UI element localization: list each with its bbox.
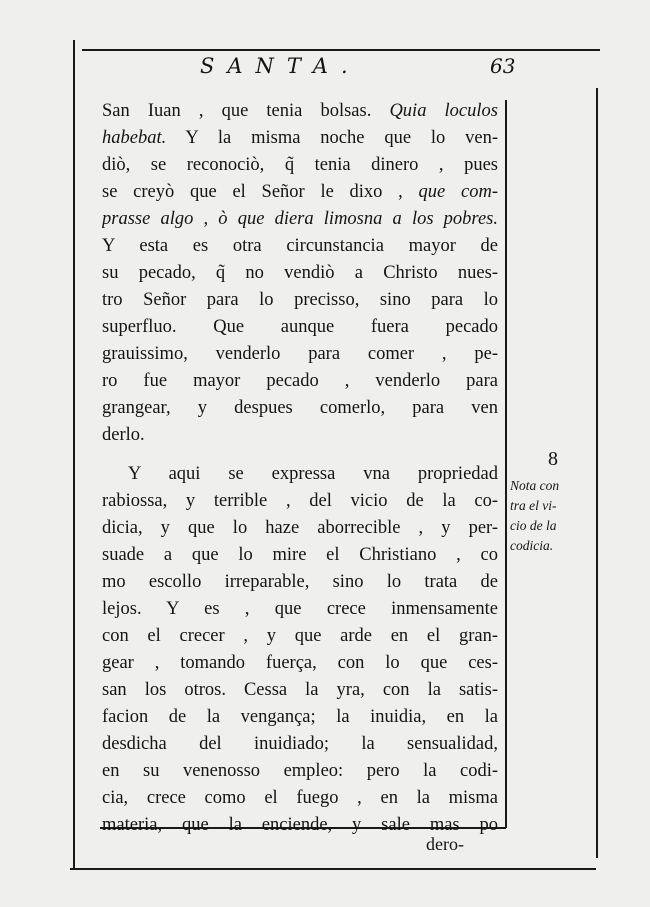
text-line	[102, 98, 498, 125]
text-line	[102, 179, 498, 206]
text-segment: desdicha del inuidiado; la sensualidad,	[102, 734, 498, 754]
text-line	[102, 785, 498, 812]
catchword: dero-	[426, 834, 464, 854]
text-segment: lejos. Y es , que crece inmensamente	[102, 599, 498, 619]
margin-note-number: 8	[548, 448, 558, 470]
margin-note-line: tra el vi-	[510, 498, 557, 513]
text-segment: San Iuan , que tenia bolsas.	[102, 101, 390, 121]
text-line	[102, 422, 498, 449]
page-number: 63	[490, 54, 516, 78]
text-segment: gear , tomando fuerça, con lo que ces-	[102, 653, 498, 673]
text-segment: Y esta es otra circunstancia mayor de	[102, 236, 498, 256]
text-segment: con el crecer , y que arde en el gran-	[102, 626, 498, 646]
text-line	[102, 461, 498, 488]
paragraph-gap	[102, 449, 498, 461]
text-line	[102, 341, 498, 368]
text-segment: se creyò que el Señor le dixo ,	[102, 182, 419, 202]
italic-text: Quia loculos	[389, 101, 498, 121]
text-segment: Y la misma noche que lo ven-	[166, 128, 498, 148]
text-line	[102, 287, 498, 314]
text-segment: su pecado, q̃ no vendiò a Christo nues-	[102, 263, 498, 283]
margin-note-line: codicia.	[510, 538, 554, 553]
text-line	[102, 233, 498, 260]
text-line	[102, 314, 498, 341]
text-column-rule	[505, 100, 507, 828]
text-segment: dicia, y que lo haze aborrecible , y per-	[102, 518, 498, 538]
text-line	[102, 260, 498, 287]
text-segment: cia, crece como el fuego , en la misma	[102, 788, 498, 808]
text-line	[102, 515, 498, 542]
paragraph-2	[102, 461, 498, 839]
footer-rule	[70, 868, 596, 870]
left-rule	[73, 40, 75, 868]
top-rule	[82, 49, 600, 51]
text-segment: materia, que la enciende, y sale mas po	[102, 815, 498, 835]
text-segment: en su venenosso empleo: pero la codi-	[102, 761, 498, 781]
italic-text: habebat.	[102, 128, 167, 148]
text-segment: facion de la vengança; la inuidia, en la	[102, 707, 498, 727]
text-line	[102, 206, 498, 233]
text-segment: grauissimo, venderlo para comer , pe-	[102, 344, 498, 364]
body-text	[102, 98, 498, 839]
text-segment: Y aqui se expressa vna propriedad	[128, 464, 498, 484]
running-header: SANTA.	[200, 54, 361, 78]
text-line	[102, 677, 498, 704]
italic-text: prasse algo , ò que diera limosna a los pobres.	[102, 209, 498, 229]
text-line	[102, 758, 498, 785]
text-segment: derlo.	[102, 425, 145, 445]
text-line	[102, 152, 498, 179]
text-segment: ro fue mayor pecado , venderlo para	[102, 371, 498, 391]
italic-text: que com-	[418, 182, 498, 202]
text-line	[102, 368, 498, 395]
text-line	[102, 623, 498, 650]
text-segment: mo escollo irreparable, sino lo trata de	[102, 572, 498, 592]
text-segment: san los otros. Cessa la yra, con la satis-	[102, 680, 498, 700]
text-segment: superfluo. Que aunque fuera pecado	[102, 317, 498, 337]
text-line	[102, 731, 498, 758]
margin-note	[510, 446, 596, 556]
text-line	[102, 596, 498, 623]
margin-note-line: Nota con	[510, 478, 560, 493]
text-line	[102, 125, 498, 152]
text-segment: tro Señor para lo precisso, sino para lo	[102, 290, 498, 310]
margin-note-text	[510, 476, 596, 556]
text-line	[102, 650, 498, 677]
text-segment: diò, se reconociò, q̃ tenia dinero , pues	[102, 155, 498, 175]
text-segment: suade a que lo mire el Christiano , co	[102, 545, 498, 565]
text-line	[102, 395, 498, 422]
text-line	[102, 488, 498, 515]
paragraph-1	[102, 98, 498, 449]
text-line	[102, 704, 498, 731]
text-line	[102, 542, 498, 569]
margin-note-line: cio de la	[510, 518, 557, 533]
text-segment: grangear, y despues comerlo, para ven	[102, 398, 498, 418]
right-rule	[596, 88, 598, 858]
text-line	[102, 569, 498, 596]
text-segment: rabiossa, y terrible , del vicio de la co-	[102, 491, 498, 511]
